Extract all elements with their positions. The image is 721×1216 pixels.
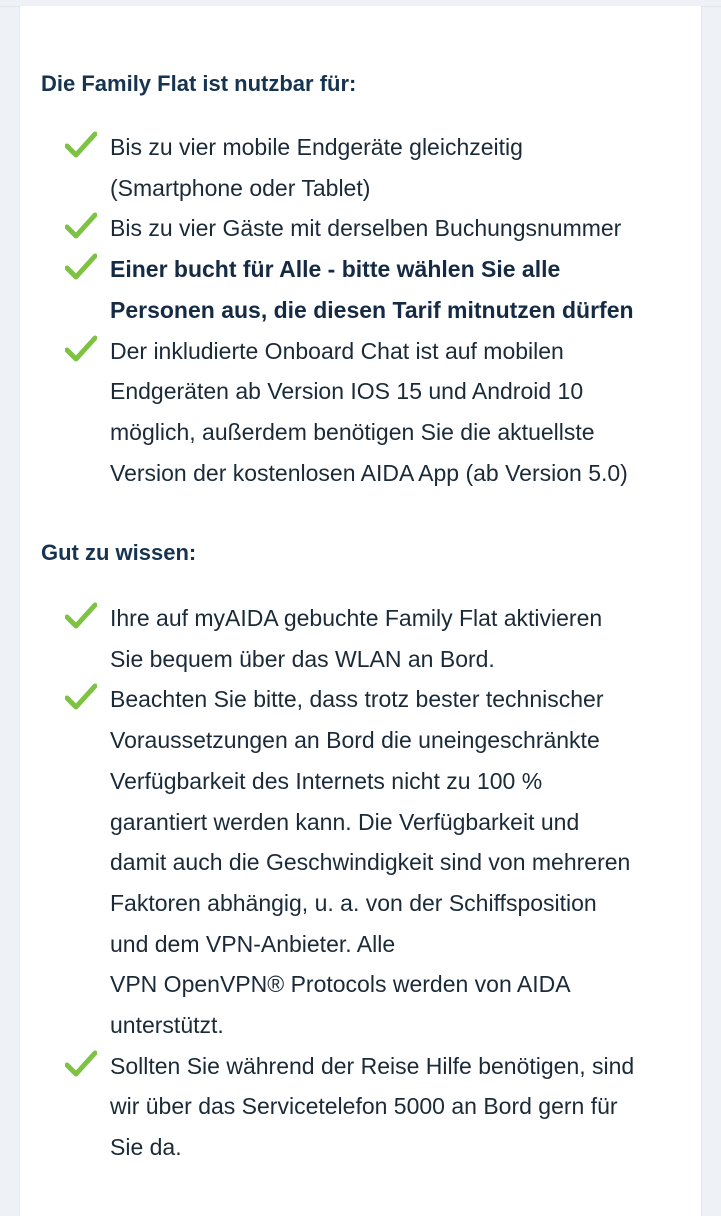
- checkmark-icon: [65, 335, 97, 363]
- checkmark-icon: [65, 602, 97, 630]
- list-item-line: Beachten Sie bitte, dass trotz bester technischer: [110, 686, 604, 713]
- list-item-line: wir über das Servicetelefon 5000 an Bord gern für: [110, 1093, 618, 1120]
- list-item-line: und dem VPN-Anbieter. Alle: [110, 930, 396, 957]
- info-list: [20, 598, 701, 1168]
- checkmark-icon: [65, 212, 97, 240]
- info-heading: Gut zu wissen:: [41, 540, 197, 565]
- list-item: [20, 208, 701, 249]
- usage-heading: Die Family Flat ist nutzbar für:: [41, 71, 357, 96]
- list-item-line: damit auch die Geschwindigkeit sind von mehreren: [110, 849, 631, 876]
- checkmark-icon: [65, 253, 97, 281]
- list-item: [20, 598, 701, 679]
- list-item: [20, 331, 701, 494]
- list-item-line: Sollten Sie während der Reise Hilfe benötigen, sind: [110, 1052, 635, 1079]
- list-item: [20, 249, 701, 330]
- list-item-line: möglich, außerdem benötigen Sie die aktuellste: [110, 418, 595, 445]
- usage-list: [20, 127, 701, 493]
- content-card: [19, 6, 702, 1216]
- list-item-line: Version der kostenlosen AIDA App (ab Version 5.0): [110, 459, 628, 486]
- list-item-line: Bis zu vier mobile Endgeräte gleichzeitig: [110, 134, 523, 160]
- list-item-line: VPN OpenVPN® Protocols werden von AIDA: [110, 971, 571, 998]
- list-item-line: Einer bucht für Alle - bitte wählen Sie alle: [110, 256, 561, 283]
- list-item-line: unterstützt.: [110, 1012, 224, 1039]
- list-item-line: Der inkludierte Onboard Chat ist auf mobilen: [110, 337, 564, 364]
- list-item-line: Voraussetzungen an Bord die uneingeschränkte: [110, 727, 600, 754]
- checkmark-icon: [65, 1050, 97, 1078]
- list-item-line: Endgeräten ab Version IOS 15 und Android 10: [110, 378, 584, 405]
- checkmark-icon: [65, 131, 97, 159]
- list-item-line: Verfügbarkeit des Internets nicht zu 100 %: [110, 767, 543, 794]
- list-item-line: Faktoren abhängig, u. a. von der Schiffsposition: [110, 889, 597, 916]
- checkmark-icon: [65, 683, 97, 711]
- list-item-line: (Smartphone oder Tablet): [110, 174, 371, 201]
- list-item-line: Sie bequem über das WLAN an Bord.: [110, 645, 495, 672]
- list-item: [20, 679, 701, 1045]
- list-item: [20, 127, 701, 208]
- list-item-line: Bis zu vier Gäste mit derselben Buchungsnummer: [110, 215, 622, 242]
- list-item-line: garantiert werden kann. Die Verfügbarkeit und: [110, 808, 580, 835]
- list-item-line: Sie da.: [110, 1134, 182, 1161]
- list-item: [20, 1046, 701, 1168]
- list-item-line: Personen aus, die diesen Tarif mitnutzen dürfen: [110, 296, 634, 323]
- list-item-line: Ihre auf myAIDA gebuchte Family Flat aktivieren: [110, 605, 603, 631]
